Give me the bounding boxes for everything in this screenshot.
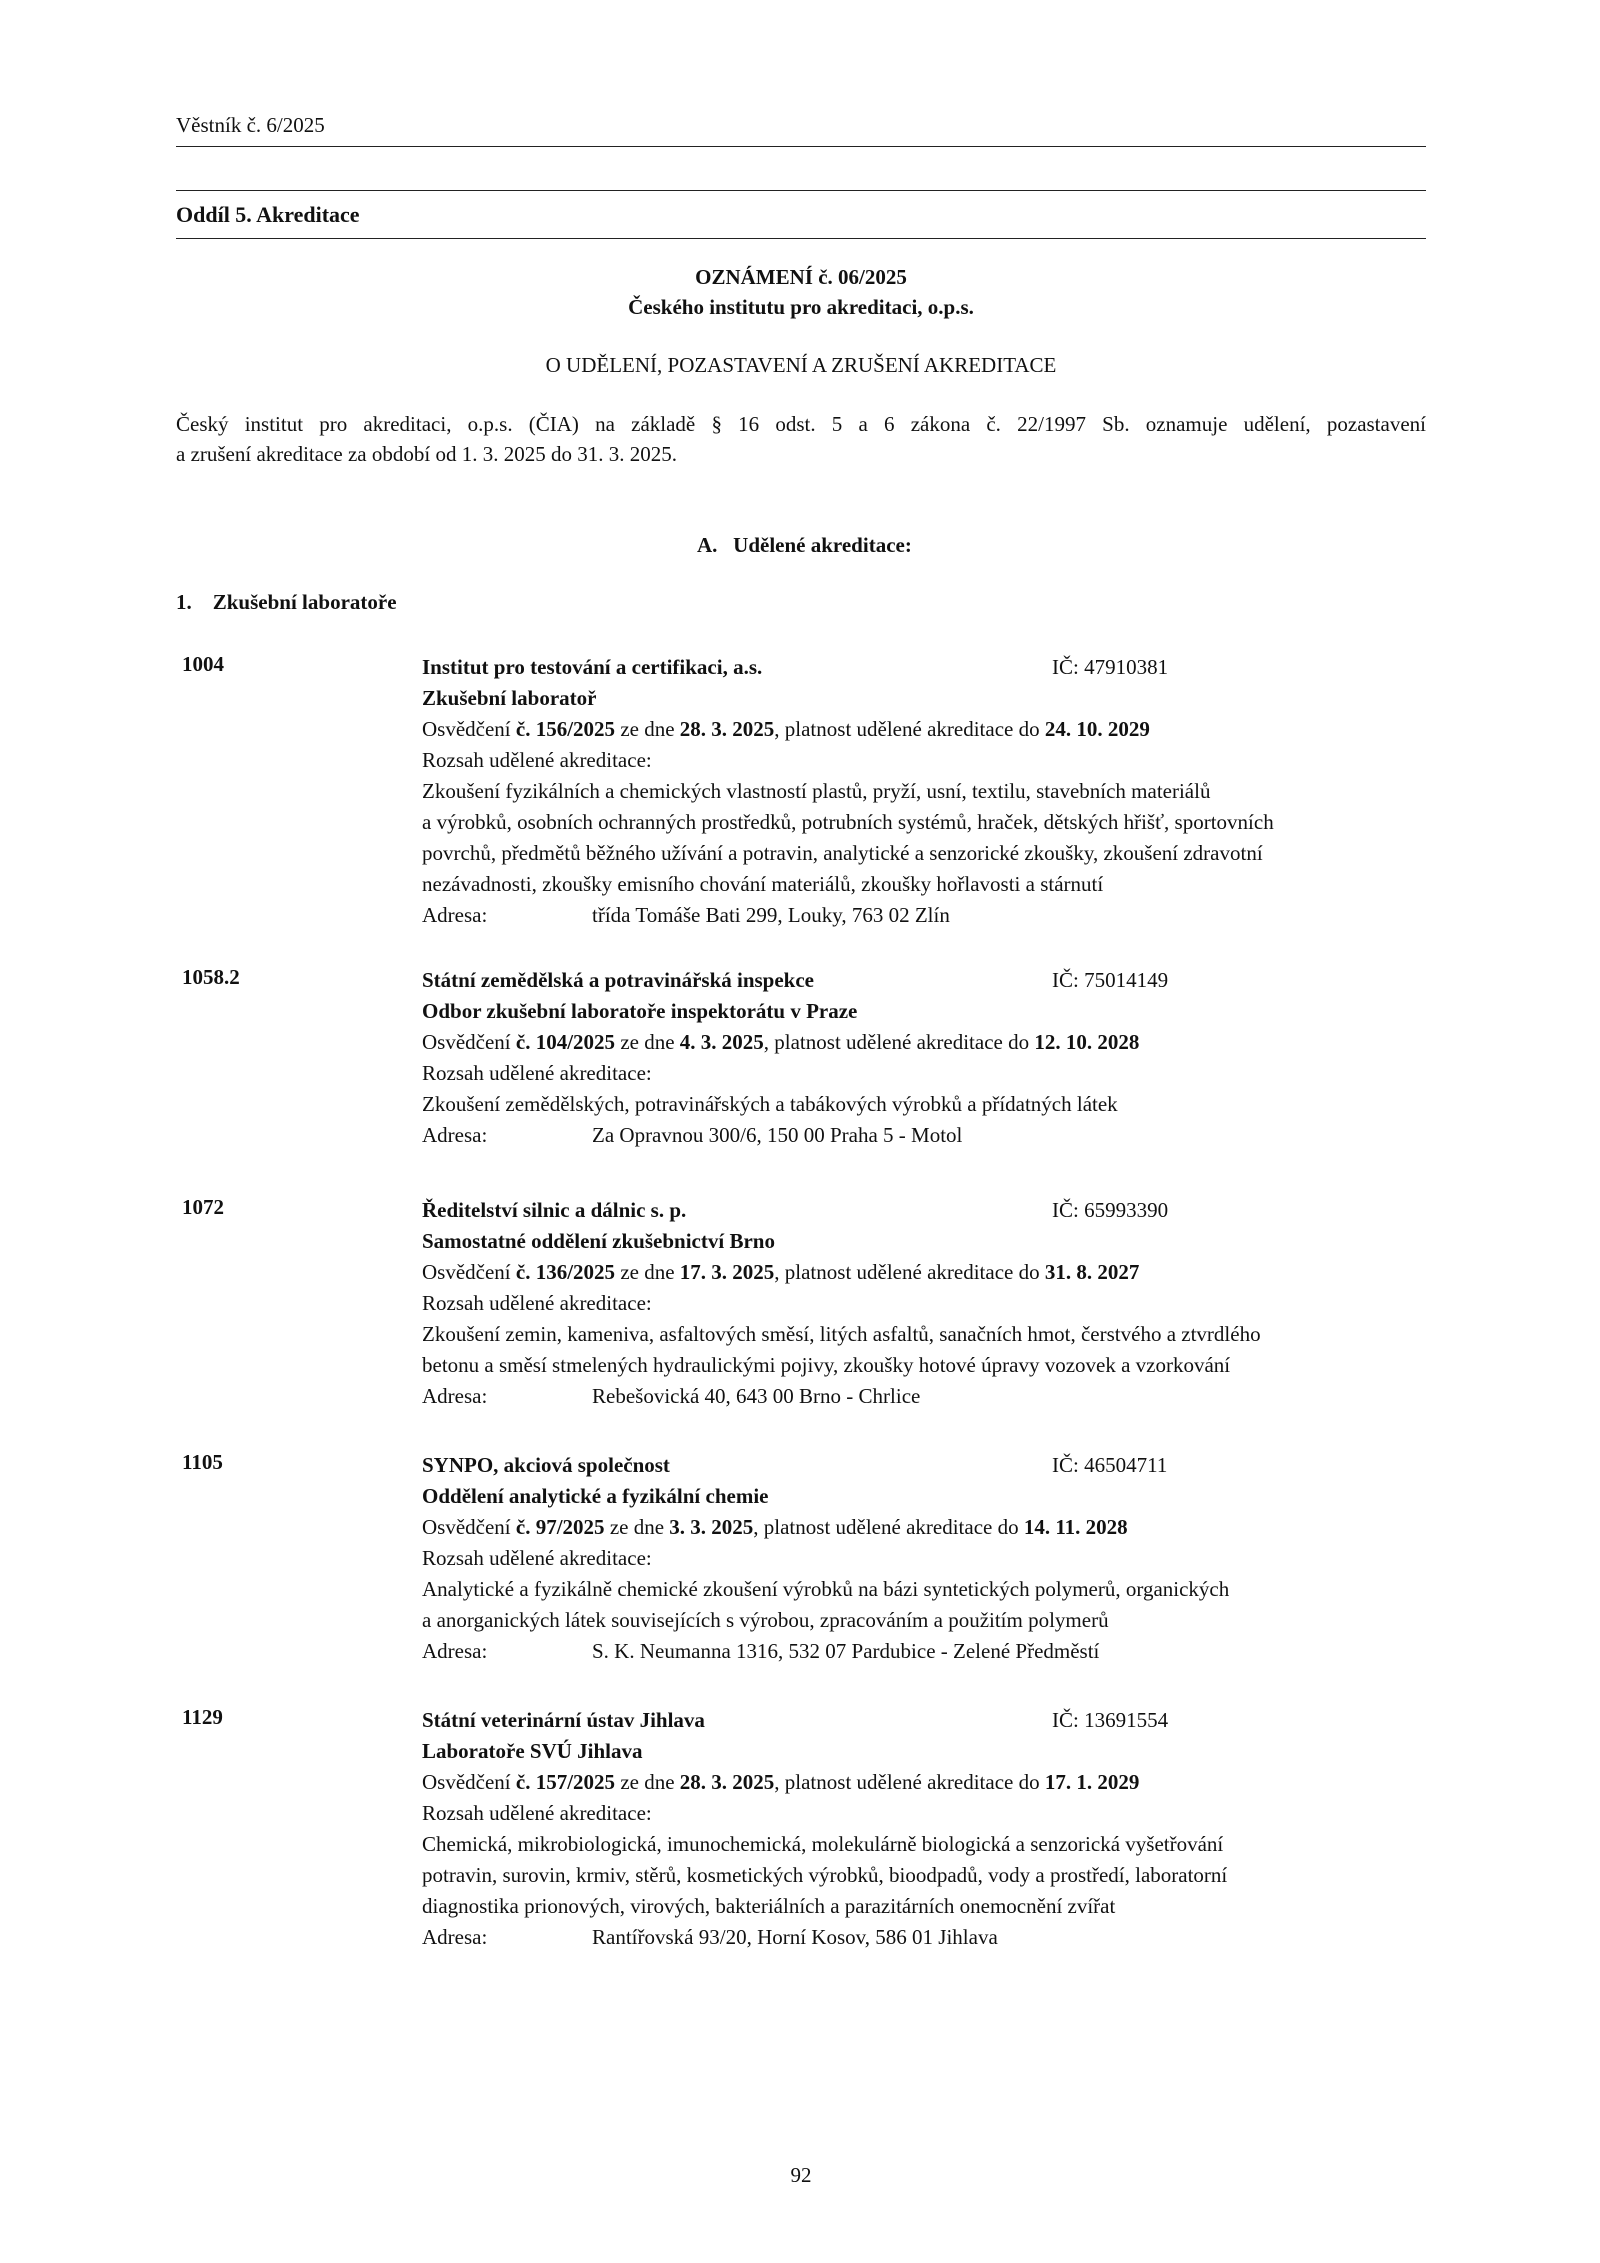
address-label: Adresa: (422, 903, 488, 927)
certificate-from-label: ze dne (620, 1770, 675, 1794)
part-letter: A. (697, 533, 718, 557)
entry-id: 1072 (182, 1195, 224, 1219)
address-label: Adresa: (422, 1384, 488, 1408)
entry-ic (1052, 1195, 1168, 1226)
entry-id: 1105 (182, 1450, 223, 1474)
certificate-from-label: ze dne (620, 1030, 675, 1054)
address-label: Adresa: (422, 1639, 488, 1663)
certificate-from-label: ze dne (620, 717, 675, 741)
entry-address (422, 1922, 1422, 1953)
certificate-label: Osvědčení (422, 717, 511, 741)
entry-certificate (422, 1767, 1422, 1798)
part-heading (697, 533, 912, 558)
entry-name-line (422, 652, 1422, 683)
entry-body (422, 1195, 1422, 1412)
section-title: Oddíl 5. Akreditace (176, 202, 360, 227)
section-rule-top (176, 190, 1426, 191)
certificate-number: 136/2025 (535, 1260, 616, 1284)
entry-body (422, 1450, 1422, 1667)
certificate-label: Osvědčení (422, 1770, 511, 1794)
entry-name: Ředitelství silnic a dálnic s. p. (422, 1198, 687, 1222)
valid-until: 17. 1. 2029 (1044, 1770, 1140, 1794)
address-label: Adresa: (422, 1123, 488, 1147)
entry-address (422, 1120, 1422, 1151)
entry-unit: Laboratoře SVÚ Jihlava (422, 1739, 643, 1763)
certificate-number: 156/2025 (535, 717, 616, 741)
scope-label: Rozsah udělené akreditace: (422, 1061, 652, 1085)
scope-line: a výrobků, osobních ochranných prostředků, potrubních systémů, hraček, dětských hřišť, sportovních (422, 810, 1274, 834)
entry-name-line (422, 1705, 1422, 1736)
entry-name: Institut pro testování a certifikaci, a.s. (422, 655, 763, 679)
certificate-prefix: č. (515, 1030, 531, 1054)
validity-label: , platnost udělené akreditace do (774, 1770, 1040, 1794)
scope-label: Rozsah udělené akreditace: (422, 748, 652, 772)
entry-certificate (422, 1257, 1422, 1288)
certificate-label: Osvědčení (422, 1515, 511, 1539)
scope-label: Rozsah udělené akreditace: (422, 1291, 652, 1315)
ic-value: 75014149 (1084, 968, 1169, 992)
certificate-label: Osvědčení (422, 1030, 511, 1054)
entry-certificate (422, 714, 1422, 745)
ic-value: 13691554 (1084, 1708, 1169, 1732)
entry-certificate (422, 1027, 1422, 1058)
entry-unit: Samostatné oddělení zkušebnictví Brno (422, 1229, 775, 1253)
address-value: Rebešovická 40, 643 00 Brno - Chrlice (592, 1384, 921, 1408)
certificate-date: 3. 3. 2025 (669, 1515, 754, 1539)
scope-line: Zkoušení fyzikálních a chemických vlastností plastů, pryží, usní, textilu, stavebních materiálů (422, 779, 1211, 803)
entry-body (422, 652, 1422, 931)
entry-address (422, 1636, 1422, 1667)
entry-address (422, 1381, 1422, 1412)
entry-name: Státní zemědělská a potravinářská inspekce (422, 968, 815, 992)
part-title: Udělené akreditace: (733, 533, 912, 557)
scope-line: potravin, surovin, krmiv, stěrů, kosmetických výrobků, bioodpadů, vody a prostředí, laboratorní (422, 1863, 1228, 1887)
address-value: třída Tomáše Bati 299, Louky, 763 02 Zlín (592, 903, 950, 927)
scope-line: Zkoušení zemědělských, potravinářských a tabákových výrobků a přídatných látek (422, 1092, 1118, 1116)
entry-id: 1129 (182, 1705, 223, 1729)
valid-until: 31. 8. 2027 (1044, 1260, 1140, 1284)
entry-unit: Oddělení analytické a fyzikální chemie (422, 1484, 769, 1508)
intro-line-2: a zrušení akreditace za období od 1. 3. 2025 do 31. 3. 2025. (176, 442, 677, 466)
valid-until: 12. 10. 2028 (1034, 1030, 1140, 1054)
entry-ic (1052, 652, 1168, 683)
entry-ic (1052, 965, 1168, 996)
address-value: S. K. Neumanna 1316, 532 07 Pardubice - Zelené Předměstí (592, 1639, 1100, 1663)
ic-label: IČ: (1052, 1453, 1079, 1477)
validity-label: , platnost udělené akreditace do (774, 1260, 1040, 1284)
address-label: Adresa: (422, 1925, 488, 1949)
announcement-subject: O UDĚLENÍ, POZASTAVENÍ A ZRUŠENÍ AKREDITACE (545, 353, 1057, 377)
section-rule-bottom (176, 238, 1426, 239)
entry-name-line (422, 1450, 1422, 1481)
header-rule (176, 146, 1426, 147)
certificate-date: 28. 3. 2025 (679, 717, 775, 741)
certificate-prefix: č. (515, 717, 531, 741)
ic-value: 46504711 (1084, 1453, 1168, 1477)
scope-label: Rozsah udělené akreditace: (422, 1546, 652, 1570)
certificate-date: 28. 3. 2025 (679, 1770, 775, 1794)
certificate-from-label: ze dne (609, 1515, 665, 1539)
entry-certificate (422, 1512, 1422, 1543)
valid-until: 14. 11. 2028 (1023, 1515, 1128, 1539)
entry-unit: Zkušební laboratoř (422, 686, 597, 710)
entry-ic (1052, 1450, 1167, 1481)
scope-line: Zkoušení zemin, kameniva, asfaltových směsí, litých asfaltů, sanačních hmot, čerstvého a ztvrdlého (422, 1322, 1261, 1346)
scope-line: povrchů, předmětů běžného užívání a potravin, analytické a senzorické zkoušky, zkoušení zdravotní (422, 841, 1263, 865)
entry-ic (1052, 1705, 1168, 1736)
announcement-institute: Českého institutu pro akreditaci, o.p.s. (628, 295, 974, 319)
validity-label: , platnost udělené akreditace do (774, 717, 1040, 741)
scope-line: Chemická, mikrobiologická, imunochemická, molekulárně biologická a senzorická vyšetřování (422, 1832, 1224, 1856)
certificate-label: Osvědčení (422, 1260, 511, 1284)
intro-line-1: Český institut pro akreditaci, o.p.s. (ČIA) na základě § 16 odst. 5 a 6 zákona č. 22/1997 Sb. oznamuje udělení, pozastavení (176, 412, 1426, 436)
page-number: 92 (790, 2163, 812, 2187)
ic-label: IČ: (1052, 968, 1079, 992)
entry-unit: Odbor zkušební laboratoře inspektorátu v Praze (422, 999, 858, 1023)
subsection-number: 1. (176, 590, 192, 614)
entry-name-line (422, 1195, 1422, 1226)
validity-label: , platnost udělené akreditace do (763, 1030, 1030, 1054)
ic-label: IČ: (1052, 655, 1079, 679)
certificate-prefix: č. (515, 1515, 531, 1539)
address-value: Rantířovská 93/20, Horní Kosov, 586 01 Jihlava (592, 1925, 998, 1949)
entry-address (422, 900, 1422, 931)
entry-body (422, 965, 1422, 1151)
subsection-title: Zkušební laboratoře (212, 590, 397, 614)
subsection-heading (176, 590, 397, 615)
address-value: Za Opravnou 300/6, 150 00 Praha 5 - Motol (592, 1123, 963, 1147)
validity-label: , platnost udělené akreditace do (753, 1515, 1019, 1539)
scope-line: nezávadnosti, zkoušky emisního chování materiálů, zkoušky hořlavosti a stárnutí (422, 872, 1104, 896)
scope-line: Analytické a fyzikálně chemické zkoušení výrobků na bázi syntetických polymerů, organických (422, 1577, 1230, 1601)
ic-label: IČ: (1052, 1198, 1079, 1222)
ic-value: 47910381 (1084, 655, 1169, 679)
certificate-date: 17. 3. 2025 (679, 1260, 775, 1284)
entry-id: 1058.2 (182, 965, 240, 989)
entry-id: 1004 (182, 652, 224, 676)
ic-value: 65993390 (1084, 1198, 1169, 1222)
scope-line: diagnostika prionových, virových, bakteriálních a parazitárních onemocnění zvířat (422, 1894, 1116, 1918)
certificate-number: 97/2025 (535, 1515, 605, 1539)
announcement-title: OZNÁMENÍ č. 06/2025 (695, 265, 907, 289)
entry-name-line (422, 965, 1422, 996)
scope-line: betonu a směsí stmelených hydraulickými pojivy, zkoušky hotové úpravy vozovek a vzorkování (422, 1353, 1231, 1377)
certificate-from-label: ze dne (620, 1260, 675, 1284)
scope-label: Rozsah udělené akreditace: (422, 1801, 652, 1825)
certificate-date: 4. 3. 2025 (679, 1030, 764, 1054)
entry-name: SYNPO, akciová společnost (422, 1453, 670, 1477)
certificate-prefix: č. (515, 1260, 531, 1284)
scope-line: a anorganických látek souvisejících s výrobou, zpracováním a použitím polymerů (422, 1608, 1109, 1632)
entry-name: Státní veterinární ústav Jihlava (422, 1708, 705, 1732)
valid-until: 24. 10. 2029 (1044, 717, 1150, 741)
certificate-number: 157/2025 (535, 1770, 616, 1794)
certificate-number: 104/2025 (535, 1030, 616, 1054)
ic-label: IČ: (1052, 1708, 1079, 1732)
journal-header: Věstník č. 6/2025 (176, 113, 325, 137)
certificate-prefix: č. (515, 1770, 531, 1794)
entry-body (422, 1705, 1422, 1953)
